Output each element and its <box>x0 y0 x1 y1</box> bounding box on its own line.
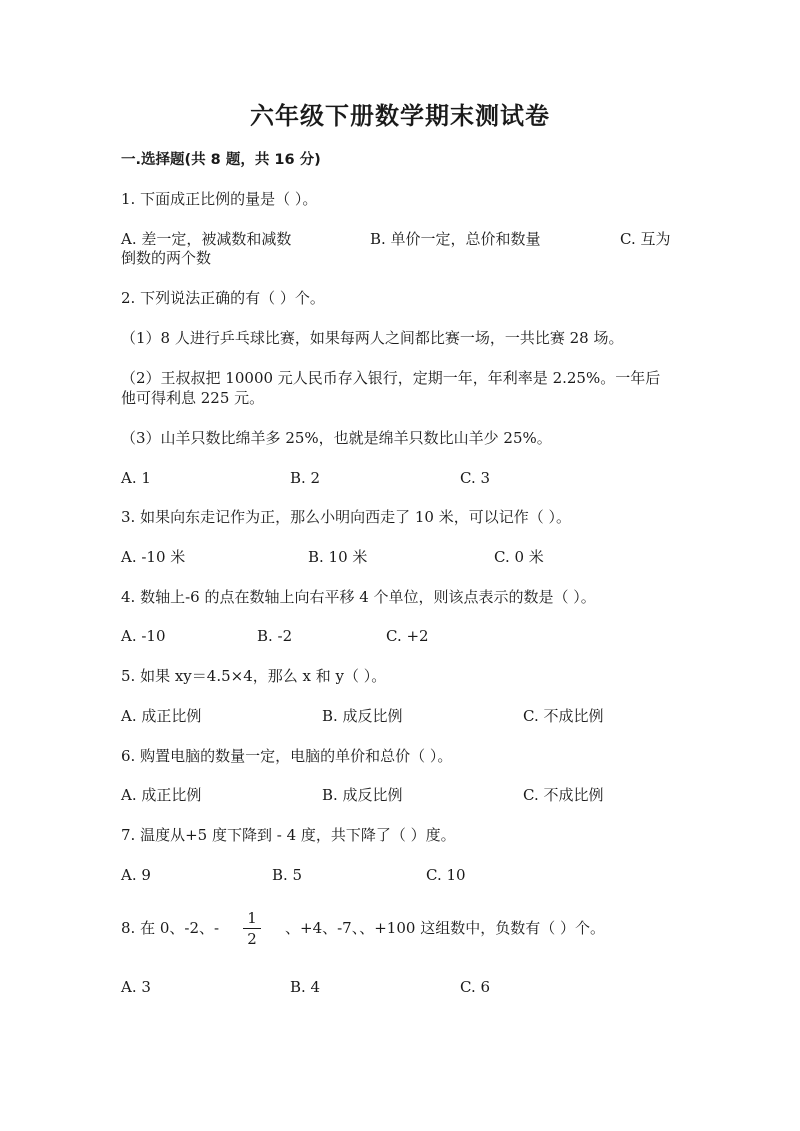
section-heading: 一.选择题(共 8 题，共 16 分) <box>121 152 321 168</box>
question-4-option-a: A. -10 <box>121 627 166 645</box>
question-3-stem: 3. 如果向东走记作为正，那么小明向西走了 10 米，可以记作（ ）。 <box>121 508 571 526</box>
question-8-option-a: A. 3 <box>121 978 151 996</box>
question-2-statement-2-line-2: 他可得利息 225 元。 <box>121 389 265 407</box>
question-2-statement-3: （3）山羊只数比绵羊多 25%，也就是绵羊只数比山羊少 25%。 <box>121 429 552 447</box>
question-2-option-a: A. 1 <box>121 469 151 487</box>
question-2-option-b: B. 2 <box>290 469 321 487</box>
fraction-numerator: 1 <box>247 909 257 927</box>
question-6-option-b: B. 成反比例 <box>322 786 403 804</box>
question-7-option-c: C. 10 <box>426 866 466 884</box>
question-1-option-b: B. 单价一定，总价和数量 <box>370 230 541 248</box>
question-6-stem: 6. 购置电脑的数量一定，电脑的单价和总价（ ）。 <box>121 747 453 765</box>
question-5-stem: 5. 如果 xy＝4.5×4，那么 x 和 y（ ）。 <box>121 667 387 685</box>
question-2-stem: 2. 下列说法正确的有（ ）个。 <box>121 289 325 307</box>
question-7-option-b: B. 5 <box>272 866 303 884</box>
fraction-bar <box>243 928 261 929</box>
question-8-stem-end: 、+4、-7、、+100 这组数中，负数有（ ）个。 <box>285 919 605 937</box>
question-4-option-b: B. -2 <box>257 627 293 645</box>
question-7-stem: 7. 温度从+5 度下降到 - 4 度，共下降了（ ）度。 <box>121 826 456 844</box>
fraction-denominator: 2 <box>247 930 257 948</box>
question-5-option-b: B. 成反比例 <box>322 707 403 725</box>
question-6-option-a: A. 成正比例 <box>121 786 202 804</box>
question-3-option-c: C. 0 米 <box>494 548 544 566</box>
question-1-option-c-continued: 倒数的两个数 <box>121 249 212 267</box>
question-4-option-c: C. +2 <box>386 627 429 645</box>
question-6-option-c: C. 不成比例 <box>523 786 604 804</box>
page-title: 六年级下册数学期末测试卷 <box>250 101 550 130</box>
question-8-option-b: B. 4 <box>290 978 321 996</box>
question-3-option-a: A. -10 米 <box>121 548 186 566</box>
question-2-statement-2-line-1: （2）王叔叔把 10000 元人民币存入银行，定期一年，年利率是 2.25%。一年后 <box>121 369 661 387</box>
question-5-option-a: A. 成正比例 <box>121 707 202 725</box>
question-7-option-a: A. 9 <box>121 866 151 884</box>
question-2-option-c: C. 3 <box>460 469 491 487</box>
question-3-option-b: B. 10 米 <box>308 548 368 566</box>
question-8-fraction <box>243 909 261 948</box>
question-8-stem-start: 8. 在 0、-2、- <box>121 919 220 937</box>
question-5-option-c: C. 不成比例 <box>523 707 604 725</box>
question-1-stem: 1. 下面成正比例的量是（ ）。 <box>121 190 318 208</box>
question-8-option-c: C. 6 <box>460 978 491 996</box>
question-4-stem: 4. 数轴上-6 的点在数轴上向右平移 4 个单位，则该点表示的数是（ ）。 <box>121 588 596 606</box>
question-1-option-a: A. 差一定，被减数和减数 <box>121 230 292 248</box>
question-1-option-c: C. 互为 <box>620 230 671 248</box>
question-2-statement-1: （1）8 人进行乒乓球比赛，如果每两人之间都比赛一场，一共比赛 28 场。 <box>121 329 624 347</box>
